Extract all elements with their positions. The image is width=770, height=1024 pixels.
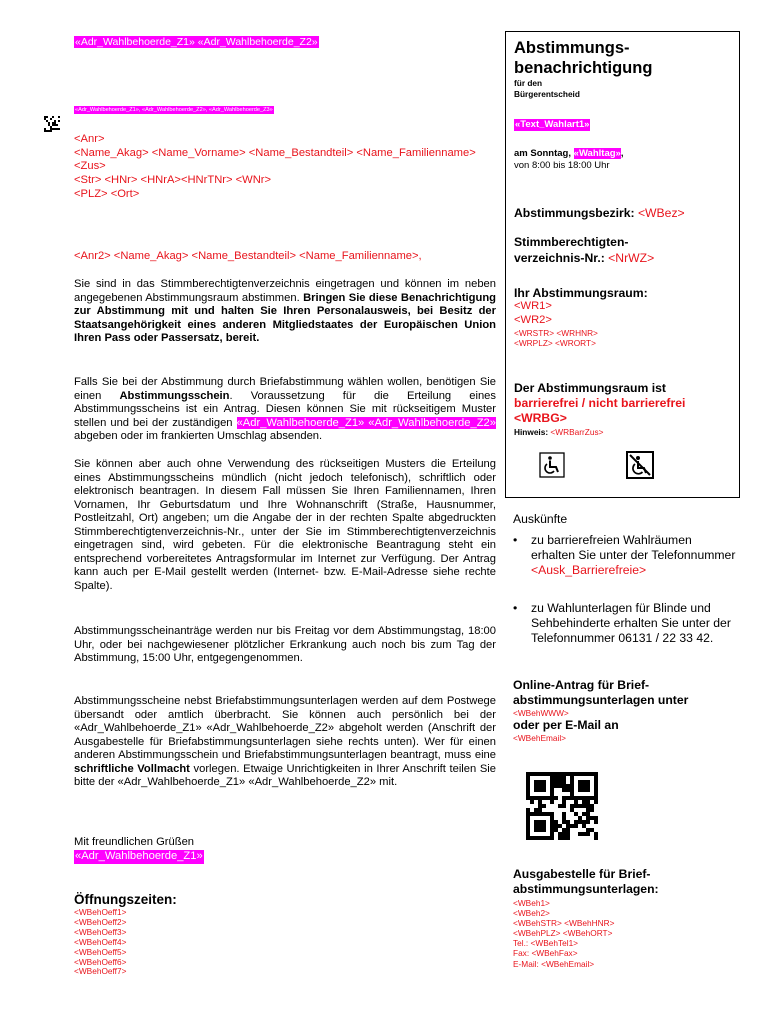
address-line-2: <Name_Akag> <Name_Vorname> <Name_Bestandteil> <Name_Familienname> <box>74 146 476 159</box>
room-title: Ihr Abstimmungsraum: <box>514 286 648 300</box>
online-title-2: abstimmungsunterlagen unter <box>513 693 689 707</box>
issue-office-line: <WBehPLZ> <WBehORT> <box>513 928 613 939</box>
info-bullet-1-field: <Ausk_Barrierefreie> <box>531 563 647 578</box>
wheelchair-icon <box>539 452 565 483</box>
box-subtitle-line-1: für den <box>514 78 543 88</box>
closing: Mit freundlichen Grüßen <box>74 836 195 848</box>
small-sender-line: «Adr_Wahlbehoerde_Z1», «Adr_Wahlbehoerde_Z2», «Adr_Wahlbehoerde_Z3» <box>75 107 273 113</box>
paragraph-1-text: Sie sind in das Stimmberechtigtenverzeichnis eingetragen und können im neben angegebenen Abstimmungsraum abstimmen. <box>74 278 496 304</box>
register-number <box>514 235 654 266</box>
online-application <box>513 678 688 743</box>
box-title <box>514 38 652 78</box>
opening-hours-title: Öffnungszeiten: <box>74 892 177 907</box>
paragraph-5 <box>74 695 496 790</box>
room-line: <WR1> <box>514 300 552 312</box>
box-subtitle <box>514 78 580 99</box>
signature: «Adr_Wahlbehoerde_Z1» <box>75 850 203 862</box>
paragraph-2-text-c: abgeben oder im frankierten Umschlag absenden. <box>74 430 323 442</box>
wheelchair-crossed-icon <box>625 450 655 485</box>
vote-date-suffix: , <box>620 148 624 159</box>
issue-office-line: <WBeh1> <box>513 898 550 908</box>
paragraph-5-text-b: vorlegen. Etwaige Unrichtigkeiten in Ihrer Anschrift teilen Sie bitte der «Adr_Wahlbehoerde_Z1» «Adr_Wahlbehoerde_Z2» mit. <box>74 762 496 788</box>
qr-module <box>58 130 60 132</box>
box-title-line-2: benachrichtigung <box>514 59 653 77</box>
qr-code-icon <box>44 116 60 132</box>
online-or: oder per E-Mail an <box>513 718 619 732</box>
hint-label: Hinweis: <box>514 427 551 437</box>
issue-office-title <box>513 867 659 897</box>
vote-type-field: «Text_Wahlart1» <box>515 119 590 130</box>
bullet-dot: • <box>513 533 518 547</box>
paragraph-2-text-b: . Voraussetzung für die Erteilung eines Abstimmungsscheins ist ein Antrag. Diesen können Sie mit rückseitigem Muster stellen und bei der zuständigen <box>74 389 496 429</box>
opening-hours-line: <WBehOeff5> <box>74 946 127 957</box>
register-label-1: Stimmberechtigten- <box>514 235 629 249</box>
room-lines <box>514 300 552 327</box>
paragraph-1 <box>74 278 496 346</box>
address-line-5: <PLZ> <Ort> <box>74 187 140 200</box>
issue-office-line: <WBeh2> <box>513 908 550 919</box>
paragraph-1-bold: Bringen Sie diese Benachrichtigung zur Abstimmung mit und halten Sie Ihren Personalausweis, bei Besitz der Staatsangehörigkeit eines anderen Mitgliedstaates der Europäischen Union Ihren Pass oder Passersatz, bereit. <box>74 291 497 344</box>
paragraph-2 <box>74 376 496 444</box>
bullet-dot: • <box>513 601 518 615</box>
qr-code-icon[interactable] <box>526 772 598 840</box>
paragraph-2-text-a: Falls Sie bei der Abstimmung durch Briefabstimmung wählen wollen, benötigen Sie einen <box>74 376 496 402</box>
vote-date-prefix: am Sonntag, <box>514 148 574 159</box>
address-line-1: <Anr> <box>74 133 105 145</box>
district-value: <WBez> <box>637 206 685 220</box>
room-address-line: <WRPLZ> <WRORT> <box>514 338 596 349</box>
room-line: <WR2> <box>514 313 552 326</box>
info-bullet-1-text: zu barrierefreien Wahlräumen erhalten Sie unter der Telefonnummer <box>531 533 736 563</box>
issue-office-title-1: Ausgabestelle für Brief- <box>513 867 651 881</box>
box-title-line-1: Abstimmungs- <box>514 39 630 57</box>
info-bullet-2-text: zu Wahlunterlagen für Blinde und Sehbehinderte erhalten Sie unter der Telefonnummer 06131 / 22 33 42. <box>531 601 731 646</box>
opening-hours-line: <WBehOeff2> <box>74 916 127 927</box>
issue-office-line: Tel.: <WBehTel1> <box>513 938 579 949</box>
district <box>514 206 685 220</box>
barrier-hint <box>514 427 603 437</box>
opening-hours-line: <WBehOeff3> <box>74 926 127 937</box>
salutation: <Anr2> <Name_Akag> <Name_Bestandteil> <Name_Familienname>, <box>74 250 422 262</box>
issue-office-line: <WBehSTR> <WBehHNR> <box>513 918 615 929</box>
paragraph-3: Sie können aber auch ohne Verwendung des rückseitigen Musters die Erteilung eines Abstimmungsscheins mündlich (nicht jedoch telefonisch), schriftlich oder elektronisch beantragen. In diesem Fall müssen Sie Ihren Familiennamen, Ihren Vornamen, Ihr Geburtsdatum und Ihre Wohnanschrift (Straße, Hausnummer, Postleitzahl, Ort) angeben; um die Angabe der in der rechten Spalte abgedruckten Stimmberechtigtenverzeichnis-Nr., unter der Sie im Stimmberechtigtenverzeichnis eingetragen sind, wird gebeten. Für die elektronische Beantragung steht ein entsprechend vorbereitetes Antragsformular im Internet zur Verfügung. Der Antrag kann auch per E-Mail gestellt werden (Internet- bzw. E-Mail-Adresse siehe rechte Spalte). <box>74 458 496 592</box>
vote-time: von 8:00 bis 18:00 Uhr <box>514 159 610 171</box>
sender-line: «Adr_Wahlbehoerde_Z1» «Adr_Wahlbehoerde_Z2» <box>75 36 318 48</box>
hint-value: <WRBarrZus> <box>550 427 604 437</box>
qr-module <box>594 836 598 840</box>
info-title: Auskünfte <box>513 512 568 526</box>
barrier-line-2: barrierefrei / nicht barrierefrei <box>514 395 686 410</box>
issue-office-title-2: abstimmungsunterlagen: <box>513 882 659 896</box>
opening-hours-list <box>74 908 126 977</box>
opening-hours-line: <WBehOeff4> <box>74 936 127 947</box>
register-value: <NrWZ> <box>608 250 655 265</box>
vote-date <box>514 148 623 171</box>
info-bullet-2 <box>513 601 738 647</box>
paragraph-5-bold: schriftliche Vollmacht <box>74 762 190 775</box>
paragraph-5-text-a: Abstimmungsscheine nebst Briefabstimmungsunterlagen werden auf dem Postwege übersandt oder amtlich überbracht. Sie können auch persönlich bei der «Adr_Wahlbehoerde_Z1» «Adr_Wahlbehoerde_Z2» abgeholt werden (Anschrift der Ausgabestelle für Briefabstimmungsunterlagen siehe rechts unten). Wer für einen anderen Abstimmungsschein und Briefabstimmungsunterlagen beantragt, muss eine <box>74 695 496 761</box>
info-bullet-1 <box>513 533 738 579</box>
room-address <box>514 328 598 348</box>
box-subtitle-line-2: Bürgerentscheid <box>514 88 580 99</box>
notification-box <box>505 31 740 498</box>
issue-office-line: Fax: <WBehFax> <box>513 948 578 959</box>
online-www[interactable]: <WBehWWW> <box>513 708 569 718</box>
address-line-4: <Str> <HNr> <HNrA><HNrTNr> <WNr> <box>74 174 272 187</box>
barrier-line-1: Der Abstimmungsraum ist <box>514 381 666 395</box>
barrier-info <box>514 381 685 425</box>
district-label: Abstimmungsbezirk: <box>514 206 638 220</box>
address-line-3: <Zus> <box>74 160 106 173</box>
room-address-line: <WRSTR> <WRHNR> <box>514 328 598 338</box>
online-email[interactable]: <WBehEmail> <box>513 733 567 743</box>
online-title-1: Online-Antrag für Brief- <box>513 678 650 692</box>
register-label-2: verzeichnis-Nr.: <box>514 250 609 265</box>
opening-hours-line: <WBehOeff6> <box>74 956 127 967</box>
opening-hours-line: <WBehOeff1> <box>74 907 127 917</box>
issue-office-lines <box>513 898 614 969</box>
paragraph-4: Abstimmungsscheinanträge werden nur bis Freitag vor dem Abstimmungstag, 18:00 Uhr, oder bei nachgewiesener plötzlicher Erkrankung auch noch bis zum Tag der Abstimmung, 15:00 Uhr, entgegengenommen. <box>74 625 496 664</box>
recipient-address <box>74 133 476 202</box>
issue-office-line: E-Mail: <WBehEmail> <box>513 958 595 969</box>
paragraph-2-bold: Abstimmungsschein <box>119 389 230 402</box>
paragraph-2-highlight: «Adr_Wahlbehoerde_Z1» «Adr_Wahlbehoerde_Z2» <box>236 416 496 429</box>
opening-hours-line: <WBehOeff7> <box>74 966 127 977</box>
vote-date-field: «Wahltag» <box>573 148 621 159</box>
barrier-field: <WRBG> <box>514 410 567 425</box>
